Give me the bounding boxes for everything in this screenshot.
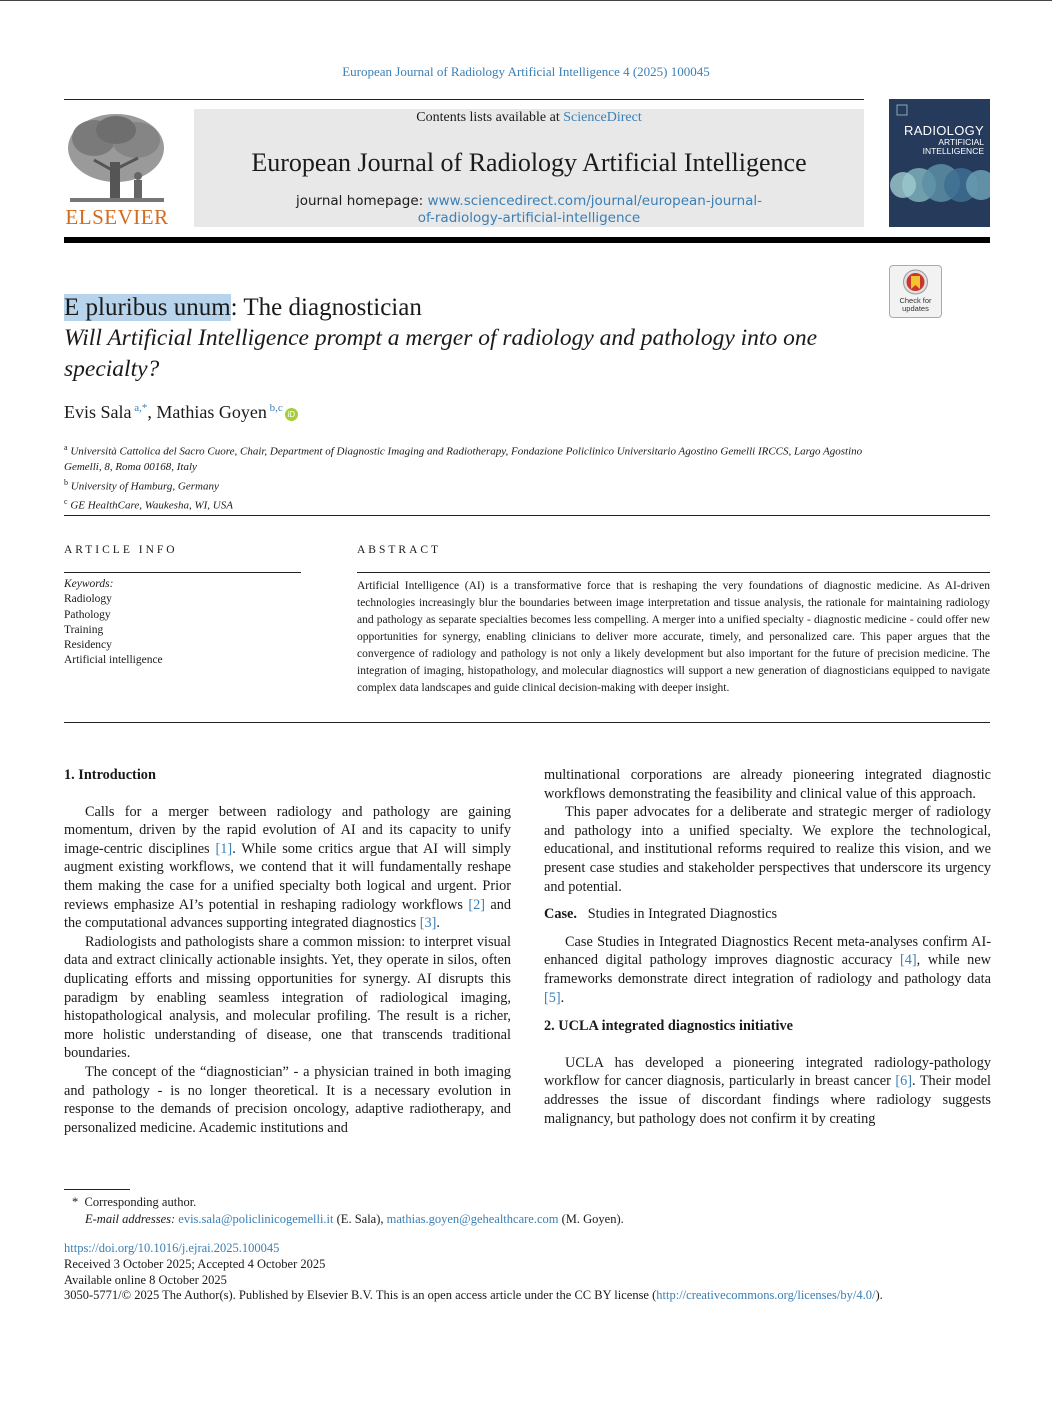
- elsevier-tree-icon: [64, 110, 170, 228]
- keywords-block: [64, 577, 163, 669]
- affiliations: [64, 440, 884, 514]
- author-affil-marker[interactable]: b,c: [269, 402, 283, 414]
- email-link[interactable]: mathias.goyen@gehealthcare.com: [386, 1211, 559, 1226]
- affiliation-item: $^b$ University of Hamburg, Germany: [64, 477, 219, 493]
- body-paragraph: Calls for a merger between radiology and pathology are gaining momentum, driven by the rapid evolution of AI and its capacity to unify image-centric disciplines [1]. While some critics argue that AI will simply augment existing workflows, we contend that it will fundamentally reshape them making the case for a unified specialty both logical and urgent. Prior reviews emphasize AI’s potential in reshaping radiology workflows [2] and the computational advances supporting integrated diagnostics [3].: [64, 803, 512, 932]
- body-paragraph: multinational corporations are already pioneering integrated diagnostic workflows demonstrating the feasibility and clinical value of this approach.: [544, 767, 991, 802]
- bookmark-icon: [890, 266, 941, 298]
- keyword-item: Pathology: [64, 608, 111, 621]
- top-border: [0, 0, 1052, 1]
- author-affil-marker[interactable]: a,*: [134, 402, 148, 414]
- header-thick-rule: [64, 237, 990, 243]
- keyword-item: Residency: [64, 639, 112, 652]
- affiliation-item: $^a$ Università Cattolica del Sacro Cuore, Chair, Department of Diagnostic Imaging and Radiotherapy, Fondazione Policlinico Universitario Agostino Gemelli IRCCS, Largo Agostino Gemelli, 8, Roma 00168, Italy: [64, 443, 863, 473]
- cover-line-3: INTELLIGENCE: [922, 146, 984, 156]
- section-rule: [64, 515, 990, 516]
- body-column-right: [544, 766, 991, 1128]
- received-dates: Received 3 October 2025; Accepted 4 October 2025: [64, 1256, 326, 1271]
- article-info-rule: [64, 572, 301, 573]
- cover-title: [904, 123, 984, 156]
- license-line: 3050-5771/© 2025 The Author(s). Published by Elsevier B.V. This is an open access article under the CC BY license (http://creativecommons.org/licenses/by/4.0/).: [64, 1288, 883, 1303]
- check-for-updates-label: Check for updates: [899, 296, 932, 313]
- article-subtitle: Will Artificial Intelligence prompt a merger of radiology and pathology into one specialty?: [64, 325, 817, 382]
- journal-cover[interactable]: [889, 99, 990, 227]
- citation-link[interactable]: [1]: [215, 840, 233, 857]
- article-title: [64, 292, 884, 323]
- article-info-heading: ARTICLE INFO: [64, 544, 178, 556]
- elsevier-logo[interactable]: [64, 110, 170, 228]
- author-list: Evis Sala $^{a,*}$, Mathias Goyen $^{b,c}$iD: [64, 402, 298, 423]
- cover-line-1: RADIOLOGY: [904, 123, 984, 138]
- keyword-item: Radiology: [64, 593, 112, 606]
- sciencedirect-link[interactable]: ScienceDirect: [563, 110, 642, 125]
- citation-link[interactable]: [4]: [899, 952, 917, 969]
- homepage-prefix: journal homepage:: [295, 193, 428, 209]
- journal-homepage: [194, 193, 864, 227]
- author-name[interactable]: Evis Sala: [64, 402, 132, 422]
- case-title: Studies in Integrated Diagnostics: [587, 906, 778, 923]
- cover-line-2: ARTIFICIAL: [938, 137, 984, 147]
- body-paragraph: Radiologists and pathologists share a common mission: to interpret visual data and extract clinically actionable insights. Yet, they operate in silos, often duplicating efforts and missing opportunities for synergy. AI disrupts this paradigm by enabling seamless integration of radiological imaging, histopathological analysis, and molecular profiling. The result is a richer, more holistic understanding of disease, one that transcends traditional boundaries.: [64, 933, 511, 1062]
- journal-name: European Journal of Radiology Artificial Intelligence: [251, 148, 807, 177]
- keyword-item: Artificial intelligence: [64, 654, 163, 667]
- abstract-bottom-rule: [64, 722, 990, 723]
- orcid-icon[interactable]: iD: [285, 408, 298, 421]
- journal-reference[interactable]: European Journal of Radiology Artificial Intelligence 4 (2025) 100045: [342, 64, 710, 79]
- abstract-heading: ABSTRACT: [357, 544, 442, 556]
- title-rest: : The diagnostician: [230, 294, 422, 321]
- corresponding-note: * Corresponding author.: [72, 1195, 197, 1209]
- keyword-item: Training: [64, 623, 104, 636]
- body-column-left: [64, 766, 511, 1137]
- footnote-rule: [64, 1189, 130, 1190]
- section-heading-ucla: 2. UCLA integrated diagnostics initiative: [544, 1018, 794, 1035]
- cover-art-icon: [889, 99, 990, 227]
- body-paragraph: This paper advocates for a deliberate and strategic merger of radiology and pathology into a unified specialty. We explore the technological, educational, and institutional reforms required to realize this vision, and we present case studies and stakeholder perspectives that underscore its urgency and potential.: [544, 804, 991, 895]
- citation-link[interactable]: [5]: [544, 989, 561, 1006]
- header-rule: [64, 99, 864, 100]
- available-online: Available online 8 October 2025: [64, 1272, 227, 1287]
- body-paragraph: UCLA has developed a pioneering integrated radiology-pathology workflow for cancer diagnosis, particularly in breast cancer [6]. Their model addresses the issue of discordant findings where radiology suggests malignancy, but pathology does not confirm it by creating: [544, 1054, 991, 1127]
- keywords-label: Keywords:: [64, 578, 114, 590]
- body-paragraph: Case Studies in Integrated Diagnostics Recent meta-analyses confirm AI-enhanced digital pathology improves diagnostic accuracy [4], while new frameworks demonstrate direct integration of radiology and pathology data [5].: [544, 933, 991, 1006]
- citation-link[interactable]: [6]: [895, 1073, 913, 1090]
- contents-prefix: Contents lists available at: [416, 110, 564, 125]
- affiliation-item: $^c$ GE HealthCare, Waukesha, WI, USA: [64, 497, 233, 512]
- author-name[interactable]: Mathias Goyen: [156, 402, 267, 422]
- title-highlight: E pluribus unum: [64, 294, 231, 321]
- abstract-text: Artificial Intelligence (AI) is a transformative force that is reshaping the very foundations of diagnostic medicine. As AI-driven technologies increasingly blur the boundaries between image interpretation and tissue analysis, the rationale for maintaining radiology and pathology as separate specialties becomes less compelling. A merger into a unified specialty - diagnostic medicine - could offer new opportunities for synergy, enabling clinicians to deliver more accurate, timely, and personalized care. This paper argues that the convergence of radiology and pathology is not only a likely development but also important for the future of precision medicine. The integration of imaging, histopathology, and molecular diagnostics will support a new generation of diagnosticians equipped to navigate complex data landscapes and guide clinical decision-making with deeper insight.: [357, 580, 990, 694]
- doi-link[interactable]: https://doi.org/10.1016/j.ejrai.2025.100045: [64, 1241, 280, 1255]
- license-link[interactable]: http://creativecommons.org/licenses/by/4.0/: [656, 1288, 876, 1303]
- citation-link[interactable]: [3]: [419, 915, 437, 932]
- contents-line: [194, 110, 864, 126]
- homepage-link-cont[interactable]: of-radiology-artificial-intelligence: [417, 210, 641, 226]
- footnotes: [64, 1194, 624, 1227]
- abstract-rule: [357, 572, 990, 573]
- email-note: E-mail addresses: evis.sala@policlinicogemelli.it (E. Sala), mathias.goyen@gehealthcare.com (M. Goyen).: [85, 1211, 624, 1226]
- email-link[interactable]: evis.sala@policlinicogemelli.it: [178, 1211, 334, 1226]
- citation-link[interactable]: [2]: [468, 896, 485, 913]
- body-paragraph: The concept of the “diagnostician” - a physician trained in both imaging and pathology - is no longer theoretical. It is a necessary evolution in response to the demands of precision oncology, adaptive radiotherapy, and personalized medicine. Academic institutions and: [64, 1063, 511, 1136]
- section-heading-introduction: 1. Introduction: [64, 767, 156, 783]
- article-meta: [64, 1241, 994, 1304]
- elsevier-wordmark: ELSEVIER: [65, 205, 169, 228]
- check-for-updates-button[interactable]: [889, 265, 942, 318]
- case-heading: [544, 905, 991, 924]
- case-label: Case.: [544, 906, 577, 923]
- homepage-link[interactable]: www.sciencedirect.com/journal/european-journal-: [427, 193, 763, 209]
